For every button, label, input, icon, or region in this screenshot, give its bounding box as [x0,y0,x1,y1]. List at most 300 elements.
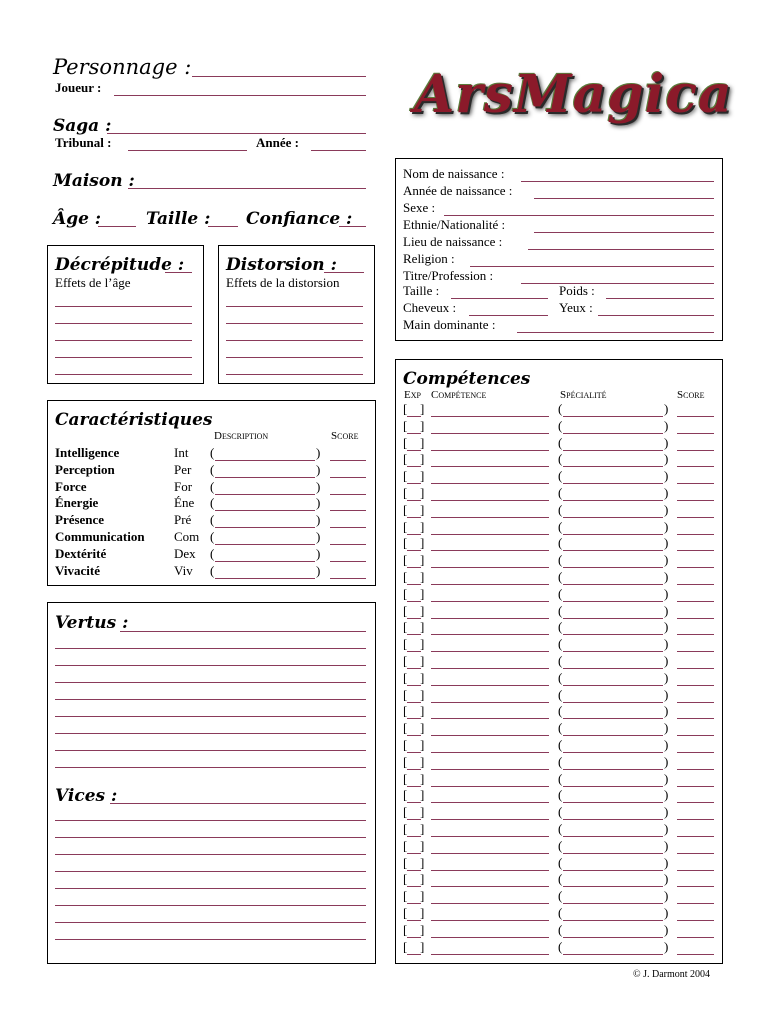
carac-close-paren: ) [316,445,321,460]
spec-open-paren: ( [558,837,563,853]
col-description: Description [214,430,269,442]
spec-close-paren: ) [664,753,669,769]
spec-close-paren: ) [664,653,669,668]
carac-score-field[interactable] [330,460,366,461]
exp-close-bracket: ] [420,854,425,870]
carac-name: Perception [55,461,115,477]
exp-close-bracket: ] [420,401,425,416]
exp-open-bracket: [ [403,501,408,517]
yeux-label: Yeux : [559,300,593,315]
competence-row [396,855,722,872]
exp-open-bracket: [ [403,585,408,601]
exp-close-bracket: ] [420,905,425,920]
exp-open-bracket: [ [403,938,408,954]
tribunal-label: Tribunal : [55,135,112,150]
competence-row [396,821,722,838]
competence-row [396,653,722,670]
identity-field-input[interactable] [521,283,714,284]
copyright: © J. Darmont 2004 [633,969,711,980]
exp-close-bracket: ] [420,686,425,702]
competence-row [396,737,722,754]
spec-open-paren: ( [558,888,563,904]
identity-field-input[interactable] [534,232,714,233]
exp-close-bracket: ] [420,518,425,534]
exp-close-bracket: ] [420,485,425,500]
competence-row [396,687,722,704]
exp-close-bracket: ] [420,468,425,484]
carac-name: Énergie [55,495,99,511]
spec-close-paren: ) [664,737,669,752]
carac-open-paren: ( [210,461,215,477]
carac-abbr: Viv [174,562,193,578]
main-dominante-field[interactable] [517,332,714,333]
spec-open-paren: ( [558,770,563,786]
taille-id-label: Taille : [403,283,440,298]
spec-close-paren: ) [664,401,669,416]
carac-name: Force [55,478,87,494]
decrepitude-box [47,245,204,384]
exp-close-bracket: ] [420,888,425,904]
vertu-line[interactable] [55,665,366,666]
saga-label: Saga : [53,116,112,136]
identity-field-label: Année de naissance : [403,183,513,198]
exp-close-bracket: ] [420,871,425,887]
spec-open-paren: ( [558,552,563,568]
exp-open-bracket: [ [403,602,408,618]
identity-field-label: Nom de naissance : [403,166,505,181]
competence-row [396,720,722,737]
carac-open-paren: ( [210,529,215,544]
col-score-comp: Score [677,389,705,401]
carac-abbr: Éne [174,495,195,511]
vertu-line[interactable] [55,682,366,683]
spec-open-paren: ( [558,787,563,803]
decrepitude-effect-line[interactable] [55,357,192,358]
competence-row [396,451,722,468]
carac-abbr: Dex [174,545,196,561]
competence-row [396,435,722,452]
carac-abbr: For [174,478,193,494]
competence-row [396,939,722,956]
carac-score-field[interactable] [330,578,366,579]
exp-open-bracket: [ [403,485,408,500]
vices-field[interactable] [110,803,366,804]
vice-line[interactable] [55,837,366,838]
col-specialite: Spécialité [560,389,607,401]
competence-row [396,871,722,888]
exp-open-bracket: [ [403,669,408,685]
vertu-line[interactable] [55,716,366,717]
exp-open-bracket: [ [403,518,408,534]
carac-open-paren: ( [210,562,215,578]
competence-row [396,485,722,502]
exp-close-bracket: ] [420,619,425,635]
personnage-label: Personnage : [53,55,192,79]
spec-close-paren: ) [664,669,669,685]
spec-close-paren: ) [664,871,669,887]
carac-description-field[interactable] [215,527,315,528]
competence-row [396,569,722,586]
exp-close-bracket: ] [420,821,425,836]
taille-id-field[interactable] [451,298,548,299]
joueur-field[interactable] [114,95,366,96]
spec-close-paren: ) [664,938,669,954]
maison-field[interactable] [128,188,366,189]
taille-field[interactable] [208,226,238,227]
carac-description-field[interactable] [215,578,315,579]
identity-field-input[interactable] [528,249,714,250]
spec-open-paren: ( [558,602,563,618]
vertus-title: Vertus : [55,613,129,633]
decrepitude-effect-line[interactable] [55,374,192,375]
distorsion-title: Distorsion : [226,255,337,275]
carac-description-field[interactable] [215,477,315,478]
distorsion-effect-line[interactable] [226,357,363,358]
vertus-vices-box [47,602,376,964]
spec-close-paren: ) [664,569,669,584]
identity-field-input[interactable] [470,266,714,267]
exp-open-bracket: [ [403,804,408,820]
carac-close-paren: ) [316,545,321,561]
spec-open-paren: ( [558,451,563,467]
carac-name: Dextérité [55,545,107,561]
carac-score-field[interactable] [330,494,366,495]
exp-open-bracket: [ [403,753,408,769]
exp-close-bracket: ] [420,737,425,752]
spec-close-paren: ) [664,619,669,635]
exp-close-bracket: ] [420,585,425,601]
carac-description-field[interactable] [215,460,315,461]
spec-open-paren: ( [558,401,563,416]
spec-close-paren: ) [664,636,669,652]
spec-close-paren: ) [664,770,669,786]
spec-close-paren: ) [664,837,669,853]
competence-row [396,636,722,653]
spec-close-paren: ) [664,888,669,904]
carac-description-field[interactable] [215,510,315,511]
exp-close-bracket: ] [420,451,425,467]
carac-close-paren: ) [316,529,321,544]
spec-open-paren: ( [558,585,563,601]
carac-abbr: Com [174,529,200,544]
exp-open-bracket: [ [403,636,408,652]
competence-row [396,586,722,603]
poids-field[interactable] [606,298,714,299]
spec-open-paren: ( [558,921,563,937]
vice-line[interactable] [55,871,366,872]
tribunal-field[interactable] [128,150,247,151]
competence-row [396,670,722,687]
spec-open-paren: ( [558,854,563,870]
exp-close-bracket: ] [420,720,425,736]
carac-close-paren: ) [316,512,321,528]
vertu-line[interactable] [55,767,366,768]
exp-close-bracket: ] [420,938,425,954]
carac-close-paren: ) [316,495,321,511]
distorsion-score-field[interactable] [324,272,364,273]
exp-close-bracket: ] [420,653,425,668]
spec-close-paren: ) [664,552,669,568]
exp-close-bracket: ] [420,703,425,719]
annee-label: Année : [256,135,299,150]
confiance-field[interactable] [339,226,366,227]
poids-label: Poids : [559,283,595,298]
spec-close-paren: ) [664,518,669,534]
joueur-label: Joueur : [55,80,102,95]
spec-close-paren: ) [664,804,669,820]
identity-field-label: Titre/Profession : [403,268,494,283]
taille-label: Taille : [146,209,211,229]
carac-name: Intelligence [55,445,120,460]
spec-open-paren: ( [558,468,563,484]
exp-open-bracket: [ [403,434,408,450]
carac-abbr: Int [174,445,189,460]
spec-close-paren: ) [664,921,669,937]
spec-open-paren: ( [558,753,563,769]
identity-field-label: Ethnie/Nationalité : [403,217,506,232]
spec-open-paren: ( [558,938,563,954]
competence-row [396,502,722,519]
spec-close-paren: ) [664,905,669,920]
carac-close-paren: ) [316,461,321,477]
competence-row [396,552,722,569]
exp-open-bracket: [ [403,720,408,736]
cheveux-field[interactable] [469,315,548,316]
vice-line[interactable] [55,820,366,821]
vertu-line[interactable] [55,750,366,751]
distorsion-effect-line[interactable] [226,374,363,375]
competences-title: Compétences [403,369,531,389]
vertu-line[interactable] [55,699,366,700]
carac-description-field[interactable] [215,544,315,545]
distorsion-effect-line[interactable] [226,323,363,324]
ars-magica-logo: ArsMagica [414,64,733,125]
competence-row [396,838,722,855]
exp-open-bracket: [ [403,871,408,887]
exp-open-bracket: [ [403,569,408,584]
carac-open-paren: ( [210,545,215,561]
carac-open-paren: ( [210,512,215,528]
exp-open-bracket: [ [403,401,408,416]
maison-label: Maison : [53,171,135,191]
exp-close-bracket: ] [420,501,425,517]
spec-close-paren: ) [664,854,669,870]
spec-open-paren: ( [558,535,563,551]
spec-open-paren: ( [558,417,563,433]
vertus-field[interactable] [120,631,366,632]
yeux-field[interactable] [598,315,714,316]
decrepitude-score-field[interactable] [165,272,192,273]
exp-open-bracket: [ [403,417,408,433]
vertu-line[interactable] [55,733,366,734]
exp-close-bracket: ] [420,804,425,820]
vice-line[interactable] [55,922,366,923]
caracteristiques-title: Caractéristiques [55,410,213,430]
competence-row [396,905,722,922]
competence-row [396,754,722,771]
exp-open-bracket: [ [403,737,408,752]
exp-open-bracket: [ [403,451,408,467]
exp-checkbox[interactable] [407,954,421,955]
age-field[interactable] [98,226,136,227]
spec-close-paren: ) [664,468,669,484]
identity-field-label: Sexe : [403,200,436,215]
exp-open-bracket: [ [403,905,408,920]
exp-close-bracket: ] [420,921,425,937]
spec-close-paren: ) [664,720,669,736]
spec-close-paren: ) [664,485,669,500]
carac-close-paren: ) [316,562,321,578]
spec-open-paren: ( [558,821,563,836]
carac-name: Vivacité [55,562,100,578]
exp-open-bracket: [ [403,854,408,870]
col-score: Score [331,430,359,442]
spec-open-paren: ( [558,720,563,736]
exp-close-bracket: ] [420,602,425,618]
col-competence: Compétence [431,389,487,401]
competence-row [396,535,722,552]
spec-open-paren: ( [558,703,563,719]
identity-field-input[interactable] [521,181,714,182]
exp-open-bracket: [ [403,619,408,635]
spec-open-paren: ( [558,686,563,702]
age-label: Âge : [53,209,102,229]
decrepitude-title: Décrépitude : [55,255,185,275]
competence-row [396,888,722,905]
competence-row [396,519,722,536]
saga-field[interactable] [107,133,366,134]
carac-score-field[interactable] [330,477,366,478]
main-dominante-label: Main dominante : [403,317,496,332]
competence-row [396,401,722,418]
distorsion-effect-line[interactable] [226,340,363,341]
exp-close-bracket: ] [420,770,425,786]
spec-close-paren: ) [664,602,669,618]
carac-score-field[interactable] [330,510,366,511]
exp-open-bracket: [ [403,821,408,836]
exp-close-bracket: ] [420,837,425,853]
exp-close-bracket: ] [420,552,425,568]
decrepitude-subtitle: Effets de l’âge [55,275,131,290]
exp-close-bracket: ] [420,569,425,584]
carac-abbr: Pré [174,512,192,528]
vertu-line[interactable] [55,648,366,649]
spec-open-paren: ( [558,501,563,517]
exp-open-bracket: [ [403,686,408,702]
spec-open-paren: ( [558,434,563,450]
vice-line[interactable] [55,939,366,940]
identity-field-input[interactable] [444,215,714,216]
spec-open-paren: ( [558,485,563,500]
specialite-field[interactable] [563,954,663,955]
exp-close-bracket: ] [420,787,425,803]
distorsion-subtitle: Effets de la distorsion [226,275,340,290]
competence-row [396,603,722,620]
competence-row [396,771,722,788]
identity-field-input[interactable] [534,198,714,199]
exp-close-bracket: ] [420,636,425,652]
exp-open-bracket: [ [403,921,408,937]
exp-open-bracket: [ [403,703,408,719]
vice-line[interactable] [55,905,366,906]
exp-close-bracket: ] [420,669,425,685]
decrepitude-effect-line[interactable] [55,340,192,341]
identity-field-label: Religion : [403,251,455,266]
exp-open-bracket: [ [403,535,408,551]
competence-row [396,922,722,939]
spec-open-paren: ( [558,737,563,752]
spec-close-paren: ) [664,686,669,702]
exp-close-bracket: ] [420,417,425,433]
spec-open-paren: ( [558,653,563,668]
spec-close-paren: ) [664,535,669,551]
spec-open-paren: ( [558,569,563,584]
caracteristiques-box [47,400,376,586]
competence-row [396,418,722,435]
carac-abbr: Per [174,461,192,477]
competence-row [396,787,722,804]
carac-description-field[interactable] [215,561,315,562]
carac-open-paren: ( [210,445,215,460]
spec-close-paren: ) [664,434,669,450]
competence-row [396,703,722,720]
spec-close-paren: ) [664,703,669,719]
carac-description-field[interactable] [215,494,315,495]
spec-open-paren: ( [558,636,563,652]
vice-line[interactable] [55,888,366,889]
exp-open-bracket: [ [403,552,408,568]
vices-title: Vices : [55,786,118,806]
spec-open-paren: ( [558,871,563,887]
competence-score-field[interactable] [677,954,714,955]
carac-name: Communication [55,529,145,544]
vice-line[interactable] [55,854,366,855]
exp-open-bracket: [ [403,770,408,786]
exp-close-bracket: ] [420,753,425,769]
distorsion-box [218,245,375,384]
spec-open-paren: ( [558,518,563,534]
col-exp: Exp [404,389,421,401]
exp-close-bracket: ] [420,434,425,450]
decrepitude-effect-line[interactable] [55,306,192,307]
exp-close-bracket: ] [420,535,425,551]
annee-field[interactable] [311,150,366,151]
carac-open-paren: ( [210,478,215,494]
carac-close-paren: ) [316,478,321,494]
carac-open-paren: ( [210,495,215,511]
carac-score-field[interactable] [330,561,366,562]
competence-field[interactable] [431,954,549,955]
exp-open-bracket: [ [403,787,408,803]
exp-open-bracket: [ [403,837,408,853]
distorsion-effect-line[interactable] [226,306,363,307]
carac-score-field[interactable] [330,527,366,528]
spec-close-paren: ) [664,585,669,601]
competence-row [396,804,722,821]
carac-score-field[interactable] [330,544,366,545]
spec-close-paren: ) [664,501,669,517]
personnage-field[interactable] [192,76,366,77]
decrepitude-effect-line[interactable] [55,323,192,324]
identity-field-label: Lieu de naissance : [403,234,503,249]
exp-open-bracket: [ [403,653,408,668]
exp-open-bracket: [ [403,468,408,484]
cheveux-label: Cheveux : [403,300,457,315]
spec-close-paren: ) [664,821,669,836]
spec-open-paren: ( [558,619,563,635]
exp-open-bracket: [ [403,888,408,904]
spec-close-paren: ) [664,417,669,433]
